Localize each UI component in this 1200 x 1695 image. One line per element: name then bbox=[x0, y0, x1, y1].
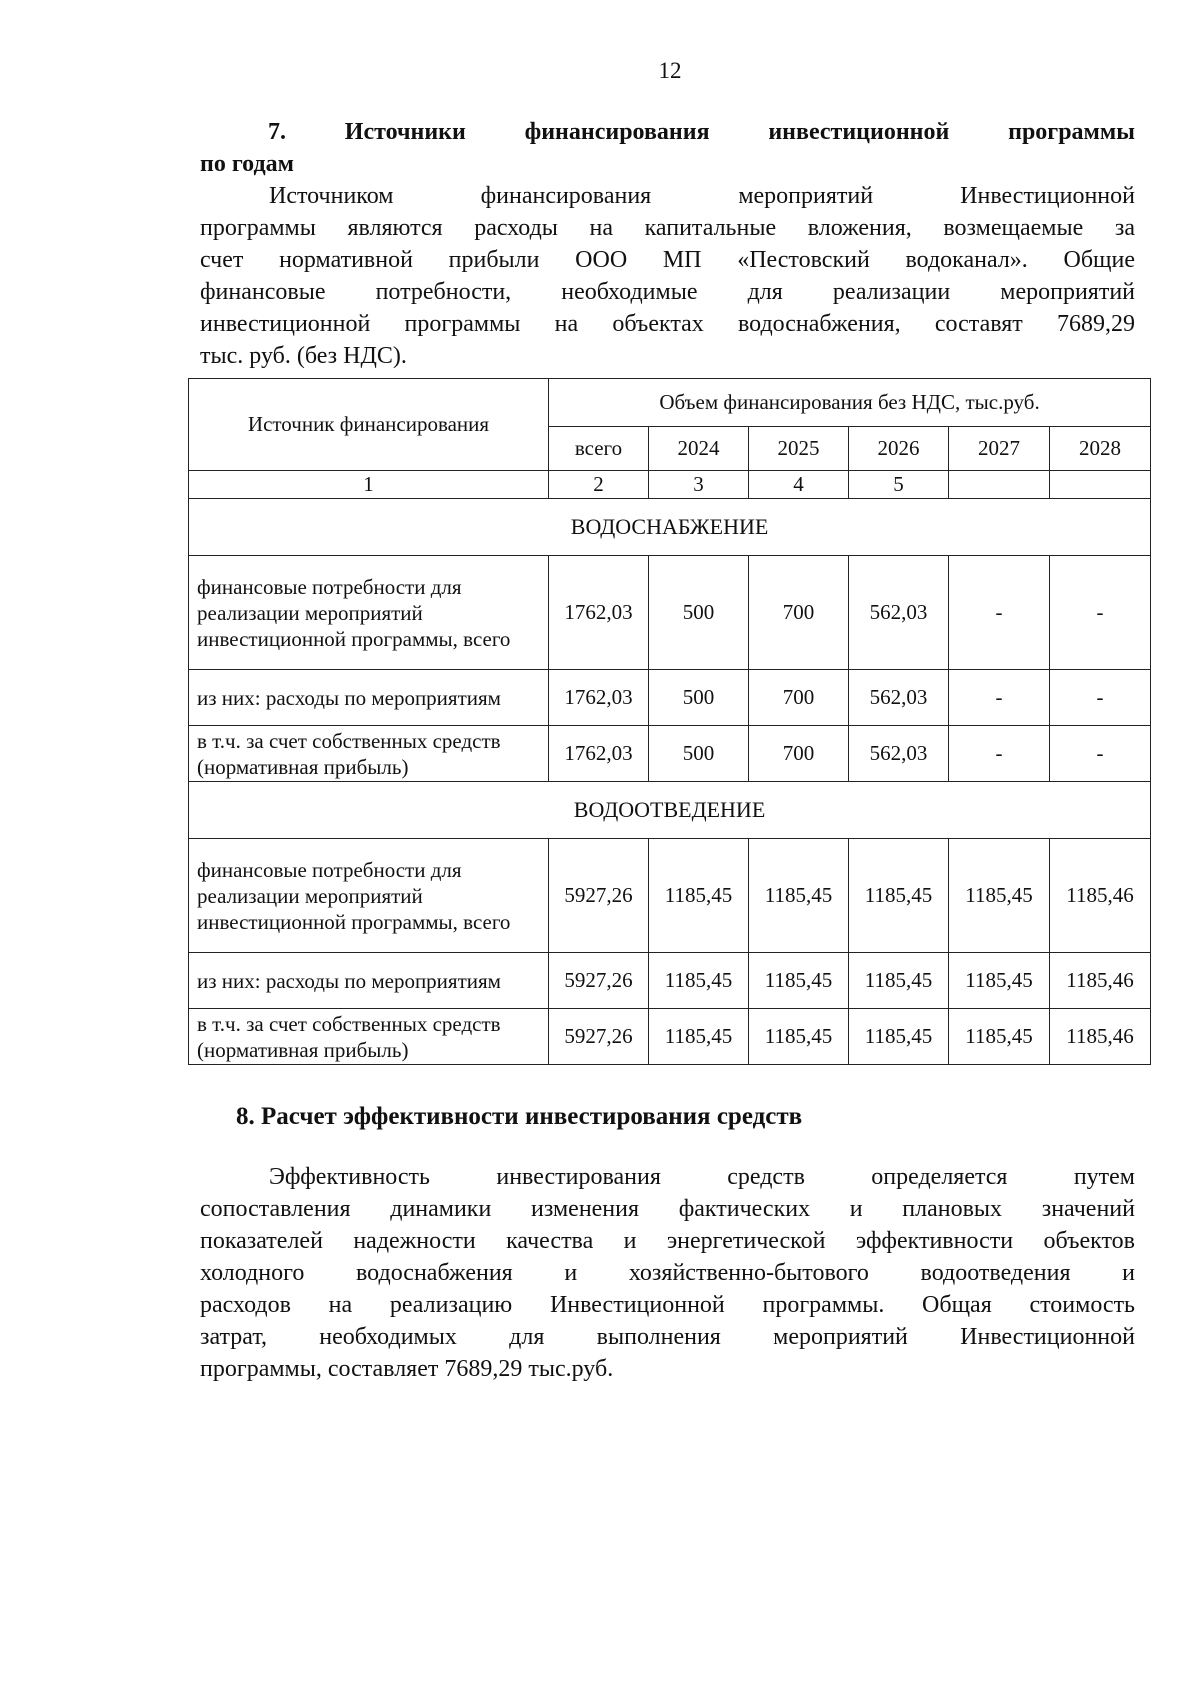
table-cell: 1185,45 bbox=[749, 1009, 849, 1065]
column-header: 2027 bbox=[949, 427, 1050, 471]
table-cell: 500 bbox=[649, 670, 749, 726]
column-header: 2024 bbox=[649, 427, 749, 471]
paragraph-line: финансовые потребности, необходимые для реализации мероприятий bbox=[200, 279, 1135, 305]
table-cell: - bbox=[949, 670, 1050, 726]
table-row bbox=[189, 839, 1151, 953]
table-cell: 562,03 bbox=[849, 670, 949, 726]
table-section-row bbox=[189, 782, 1151, 839]
row-label: из них: расходы по мероприятиям bbox=[189, 953, 549, 1009]
header-volume: Объем финансирования без НДС, тыс.руб. bbox=[549, 379, 1151, 427]
paragraph-line: показателей надежности качества и энергетической эффективности объектов bbox=[200, 1228, 1135, 1254]
table-cell: 1185,45 bbox=[849, 953, 949, 1009]
table-cell: 1762,03 bbox=[549, 670, 649, 726]
row-label: из них: расходы по мероприятиям bbox=[189, 670, 549, 726]
table-cell: 1185,45 bbox=[949, 1009, 1050, 1065]
financing-table bbox=[188, 378, 1151, 1065]
table-cell: 562,03 bbox=[849, 726, 949, 782]
paragraph-line: программы являются расходы на капитальные вложения, возмещаемые за bbox=[200, 215, 1135, 241]
section-title: ВОДООТВЕДЕНИЕ bbox=[189, 782, 1151, 839]
table-cell: - bbox=[949, 556, 1050, 670]
table-row bbox=[189, 556, 1151, 670]
table-cell: 1762,03 bbox=[549, 556, 649, 670]
table-cell: 1185,45 bbox=[649, 953, 749, 1009]
table-cell: 1185,45 bbox=[949, 953, 1050, 1009]
table-cell: - bbox=[1050, 670, 1151, 726]
paragraph-line: расходов на реализацию Инвестиционной программы. Общая стоимость bbox=[200, 1292, 1135, 1318]
header-source: Источник финансирования bbox=[189, 379, 549, 471]
table-cell: 1185,45 bbox=[649, 839, 749, 953]
row-label: в т.ч. за счет собственных средств (нормативная прибыль) bbox=[189, 726, 549, 782]
column-header: 2026 bbox=[849, 427, 949, 471]
table-cell: 1185,46 bbox=[1050, 839, 1151, 953]
paragraph-line: Источником финансирования мероприятий Инвестиционной bbox=[269, 183, 1135, 209]
table-section-row bbox=[189, 499, 1151, 556]
section8-paragraph bbox=[200, 1161, 1135, 1385]
table-cell: 700 bbox=[749, 670, 849, 726]
table-cell: 1185,45 bbox=[949, 839, 1050, 953]
section7-heading-line2: по годам bbox=[200, 151, 294, 177]
section7-paragraph bbox=[200, 180, 1135, 372]
paragraph-line: тыс. руб. (без НДС). bbox=[200, 343, 407, 369]
table-cell: 1185,45 bbox=[849, 839, 949, 953]
table-cell: 5927,26 bbox=[549, 839, 649, 953]
paragraph-line: затрат, необходимых для выполнения мероприятий Инвестиционной bbox=[200, 1324, 1135, 1350]
column-number: 2 bbox=[549, 471, 649, 499]
section-title: ВОДОСНАБЖЕНИЕ bbox=[189, 499, 1151, 556]
document-body bbox=[197, 116, 1135, 1385]
table-cell: 5927,26 bbox=[549, 953, 649, 1009]
column-header: 2025 bbox=[749, 427, 849, 471]
table-row bbox=[189, 1009, 1151, 1065]
row-label: финансовые потребности для реализации мероприятий инвестиционной программы, всего bbox=[189, 839, 549, 953]
table-cell: 1185,46 bbox=[1050, 1009, 1151, 1065]
page-number: 12 bbox=[658, 58, 682, 83]
table-cell: 562,03 bbox=[849, 556, 949, 670]
table-cell: 1185,45 bbox=[849, 1009, 949, 1065]
paragraph-line: счет нормативной прибыли ООО МП «Пестовский водоканал». Общие bbox=[200, 247, 1135, 273]
table-cell: - bbox=[949, 726, 1050, 782]
table-cell: 1185,45 bbox=[649, 1009, 749, 1065]
table-row bbox=[189, 670, 1151, 726]
table-cell: - bbox=[1050, 726, 1151, 782]
table-cell: 1185,45 bbox=[749, 953, 849, 1009]
paragraph-line: программы, составляет 7689,29 тыс.руб. bbox=[200, 1356, 614, 1382]
table-cell: 500 bbox=[649, 726, 749, 782]
row-label: финансовые потребности для реализации мероприятий инвестиционной программы, всего bbox=[189, 556, 549, 670]
table-cell: 1185,45 bbox=[749, 839, 849, 953]
column-number: 5 bbox=[849, 471, 949, 499]
section7-heading-word: 7. bbox=[268, 119, 286, 145]
table-cell: 1185,46 bbox=[1050, 953, 1151, 1009]
section7-heading-word: финансирования bbox=[524, 119, 710, 145]
table-cell: 1762,03 bbox=[549, 726, 649, 782]
section7-heading-word: инвестиционной bbox=[768, 119, 950, 145]
column-number: 1 bbox=[189, 471, 549, 499]
column-header: 2028 bbox=[1050, 427, 1151, 471]
section7-heading-word: Источники bbox=[344, 119, 466, 145]
column-header: всего bbox=[549, 427, 649, 471]
row-label: в т.ч. за счет собственных средств (нормативная прибыль) bbox=[189, 1009, 549, 1065]
paragraph-line: Эффективность инвестирования средств определяется путем bbox=[269, 1164, 1135, 1190]
table-cell: 5927,26 bbox=[549, 1009, 649, 1065]
column-number: 4 bbox=[749, 471, 849, 499]
paragraph-line: сопоставления динамики изменения фактических и плановых значений bbox=[200, 1196, 1135, 1222]
paragraph-line: инвестиционной программы на объектах водоснабжения, составят 7689,29 bbox=[200, 311, 1135, 337]
paragraph-line: холодного водоснабжения и хозяйственно-бытового водоотведения и bbox=[200, 1260, 1135, 1286]
table-cell: 500 bbox=[649, 556, 749, 670]
column-number bbox=[949, 471, 1050, 499]
column-number bbox=[1050, 471, 1151, 499]
table-row bbox=[189, 726, 1151, 782]
section7-heading-word: программы bbox=[1008, 119, 1135, 145]
section7-heading bbox=[200, 116, 1135, 148]
column-number: 3 bbox=[649, 471, 749, 499]
table-cell: 700 bbox=[749, 726, 849, 782]
table-row bbox=[189, 953, 1151, 1009]
table-cell: 700 bbox=[749, 556, 849, 670]
table-cell: - bbox=[1050, 556, 1151, 670]
section8-heading: 8. Расчет эффективности инвестирования средств bbox=[236, 1103, 803, 1130]
